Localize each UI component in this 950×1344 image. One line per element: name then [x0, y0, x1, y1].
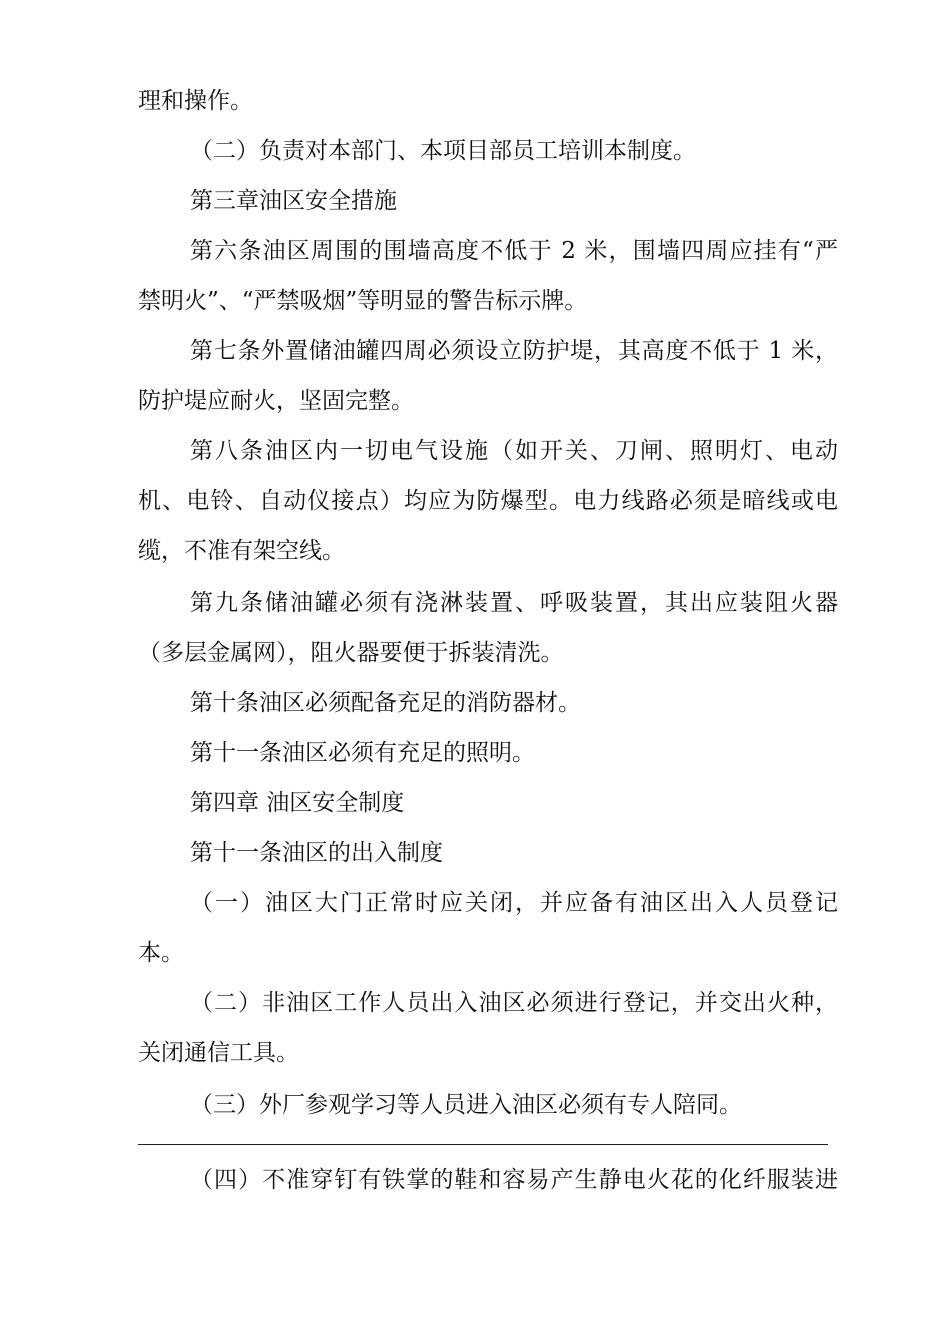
- text-line: 第十一条油区的出入制度: [190, 840, 443, 866]
- text-line: （二）非油区工作人员出入油区必须进行登记，并交出火种，: [190, 990, 838, 1016]
- text-line: 关闭通信工具。: [138, 1040, 299, 1066]
- page-break-rule: [138, 1144, 828, 1145]
- text-line: （多层金属网），阻火器要便于拆装清洗。: [138, 640, 564, 666]
- text-line: 第七条外置储油罐四周必须设立防护堤，其高度不低于 1 米，: [190, 338, 838, 364]
- text-line: 第八条油区内一切电气设施（如开关、刀闸、照明灯、电动: [190, 438, 838, 464]
- text-line: 第六条油区周围的围墙高度不低于 2 米，围墙四周应挂有“严: [190, 238, 838, 264]
- text-line: 防护堤应耐火，坚固完整。: [138, 388, 414, 414]
- text-line: （一）油区大门正常时应关闭，并应备有油区出入人员登记: [190, 890, 838, 916]
- text-line: 缆，不准有架空线。: [138, 538, 345, 564]
- chapter-heading: 第三章油区安全措施: [190, 188, 397, 214]
- text-line: 禁明火”、“严禁吸烟”等明显的警告标示牌。: [138, 288, 588, 314]
- text-line: （三）外厂参观学习等人员进入油区必须有专人陪同。: [190, 1092, 742, 1118]
- text-line: 机、电铃、自动仪接点）均应为防爆型。电力线路必须是暗线或电: [138, 488, 838, 514]
- text-line: 第九条储油罐必须有浇淋装置、呼吸装置，其出应装阻火器: [190, 590, 838, 616]
- text-line: （四）不准穿钉有铁掌的鞋和容易产生静电火花的化纤服装进: [190, 1167, 838, 1193]
- text-line: 本。: [138, 940, 184, 966]
- text-line: 理和操作。: [138, 88, 253, 114]
- chapter-heading: 第四章 油区安全制度: [190, 790, 405, 816]
- text-line: 第十条油区必须配备充足的消防器材。: [190, 690, 581, 716]
- text-line: （二）负责对本部门、本项目部员工培训本制度。: [190, 138, 696, 164]
- text-line: 第十一条油区必须有充足的照明。: [190, 740, 535, 766]
